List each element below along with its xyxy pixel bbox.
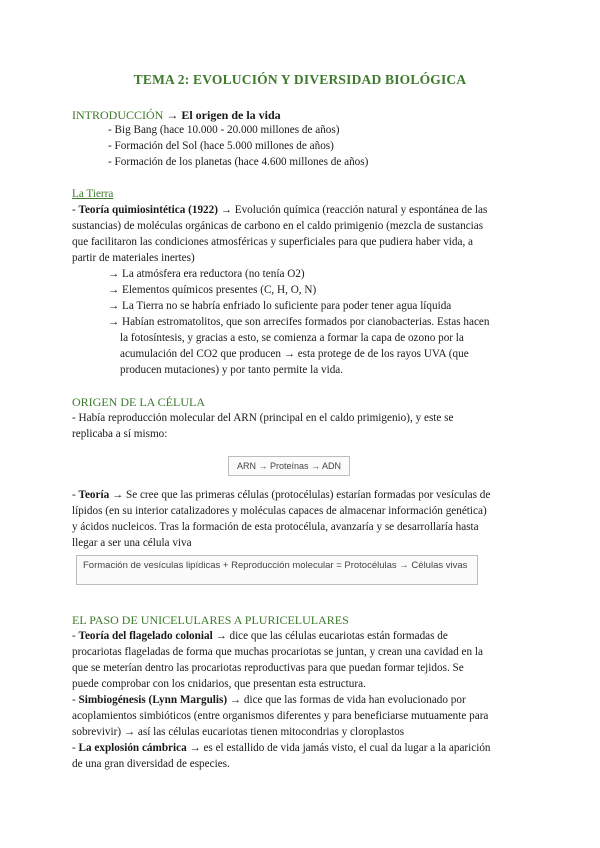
protocell-formula-box: Formación de vesículas lipídicas + Reproducción molecular = Protocélulas → Células vivas bbox=[76, 555, 478, 585]
paso-theory-1-text: → dice que las células eucariotas están formadas de bbox=[212, 630, 448, 642]
celula-theory-line-2: y ácidos nucleicos. Tras la formación de esta protocélula, avanzaría y se desarrollaría hasta bbox=[72, 521, 479, 533]
tierra-theory-line bbox=[72, 203, 487, 217]
intro-item-3: - Formación de los planetas (hace 4.600 millones de años) bbox=[108, 156, 369, 168]
intro-subtitle: El origen de la vida bbox=[181, 108, 281, 122]
celula-line-2: replicaba a sí mismo: bbox=[72, 428, 168, 440]
tierra-theory-text: → Evolución química (reacción natural y espontánea de las bbox=[217, 204, 488, 216]
tierra-line-1: sustancias) de moléculas orgánicas de carbono en el caldo primigenio (mezcla de sustancias bbox=[72, 220, 484, 232]
intro-heading bbox=[72, 108, 281, 122]
celula-theory-name: Teoría bbox=[78, 489, 110, 501]
celula-theory-line bbox=[72, 488, 490, 502]
intro-arrow: → bbox=[163, 108, 182, 122]
tierra-bullet-3: → La Tierra no se habría enfriado lo suficiente para poder tener agua líquida bbox=[108, 300, 452, 312]
celula-line-1: - Había reproducción molecular del ARN (principal en el caldo primigenio), y este se bbox=[72, 412, 454, 424]
paso-theory-2-line-1: acoplamientos simbióticos (entre organismos diferentes y para beneficiarse mutuamente para bbox=[72, 710, 489, 722]
paso-theory-3-name: La explosión cámbrica bbox=[78, 742, 187, 754]
bullet-dash: - bbox=[72, 742, 79, 754]
tierra-line-2: que facilitaron las condiciones atmosféricas y superficiales para que pudiera haber vida, a bbox=[72, 236, 474, 248]
paso-theory-2-text: → dice que las formas de vida han evolucionado por bbox=[227, 694, 466, 706]
paso-theory-1 bbox=[72, 629, 448, 643]
bullet-dash: - bbox=[72, 489, 79, 501]
tierra-bullet-1: → La atmósfera era reductora (no tenía O2) bbox=[108, 268, 305, 280]
bullet-dash: - bbox=[72, 204, 79, 216]
tierra-bullet-4-cont-2: acumulación del CO2 que producen → esta protege de de los rayos UVA (que bbox=[120, 348, 469, 360]
bullet-dash: - bbox=[72, 630, 79, 642]
paso-theory-2-line-2: sobrevivir) → así las células eucariotas tienen mitocondrias y cloroplastos bbox=[72, 726, 405, 738]
paso-theory-3-line-1: de una gran diversidad de especies. bbox=[72, 758, 230, 770]
tierra-heading: La Tierra bbox=[72, 188, 114, 200]
paso-heading: EL PASO DE UNICELULARES A PLURICELULARES bbox=[72, 613, 349, 627]
paso-theory-3-text: → es el estallido de vida jamás visto, el cual da lugar a la aparición bbox=[186, 742, 491, 754]
celula-theory-text: → Se cree que las primeras células (protocélulas) estarían formadas por vesículas de bbox=[109, 489, 491, 501]
paso-theory-1-line-2: que se meterían dentro las procariotas reproductivas para que puedan formar tejidos. Se bbox=[72, 662, 464, 674]
arn-flow-box: ARN → Proteínas → ADN bbox=[228, 456, 350, 476]
paso-theory-1-line-3: puede comprobar con los cnidarios, que presentan esta estructura. bbox=[72, 678, 366, 690]
celula-heading: ORIGEN DE LA CÉLULA bbox=[72, 395, 205, 409]
tierra-bullet-4: → Habían estromatolitos, que son arrecifes formados por cianobacterias. Estas hacen bbox=[108, 316, 490, 328]
paso-theory-3 bbox=[72, 741, 491, 755]
paso-theory-2 bbox=[72, 693, 466, 707]
paso-theory-1-line-1: procariotas flageladas de forma que muchas procariotas se juntan, y crean una cavidad en la bbox=[72, 646, 483, 658]
paso-theory-1-name: Teoría del flagelado colonial bbox=[78, 630, 213, 642]
paso-theory-2-name: Simbiogénesis (Lynn Margulis) bbox=[78, 694, 228, 706]
tierra-line-3: partir de materiales inertes) bbox=[72, 252, 195, 264]
intro-item-2: - Formación del Sol (hace 5.000 millones de años) bbox=[108, 140, 334, 152]
intro-item-1: - Big Bang (hace 10.000 - 20.000 millones de años) bbox=[108, 124, 340, 136]
tierra-bullet-4-cont-1: la fotosíntesis, y gracias a esto, se comienza a formar la capa de ozono por la bbox=[120, 332, 464, 344]
intro-label: INTRODUCCIÓN bbox=[72, 108, 164, 122]
tierra-theory-name: Teoría quimiosintética (1922) bbox=[78, 204, 218, 216]
bullet-dash: - bbox=[72, 694, 79, 706]
celula-theory-line-1: lípidos (en su interior catalizadores y moléculas capaces de almacenar información genética) bbox=[72, 505, 487, 517]
tierra-bullet-4-cont-3: producen mutaciones) y por tanto permite la vida. bbox=[120, 364, 344, 376]
tierra-bullet-2: → Elementos químicos presentes (C, H, O, N) bbox=[108, 284, 317, 296]
celula-theory-line-3: llegar a ser una célula viva bbox=[72, 537, 192, 549]
page-title: TEMA 2: EVOLUCIÓN Y DIVERSIDAD BIOLÓGICA bbox=[133, 72, 467, 87]
